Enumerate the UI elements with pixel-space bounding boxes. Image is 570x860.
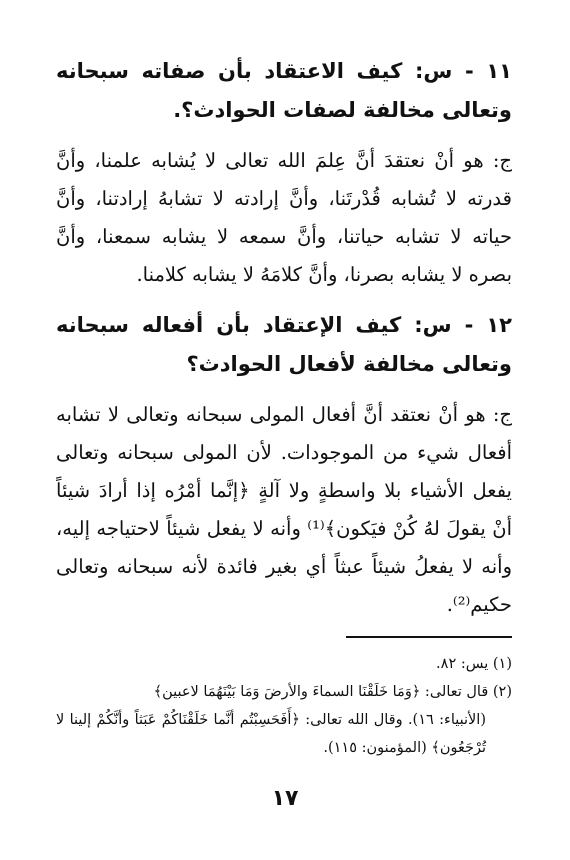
answer-11: ج: هو أنْ نعتقدَ أنَّ عِلمَ الله تعالى لا يُشابه علمنا، وأنَّ قدرته لا تُشابه قُدْرتَنا، وأنَّ إرادته لا تشابهُ إرادتنا، وأنَّ حياته لا تشابه حياتنا، وأنَّ سمعه لا يشابه سمعنا، وأنَّ بصره لا يشابه بصرنا، وأنَّ كلامَهُ لا يشابه كلامنا. — [56, 149, 512, 286]
footnote-2-line-2: (الأنبياء: ١٦). وقال الله تعالى: ﴿أَفَحَسِبْتُم أنَّما خَلَقْنَاكُمْ عَبَثاً وأنَّكُمْ إلينا لا تُرْجَعُون﴾ (المؤمنون: ١١٥). — [56, 712, 486, 756]
footnotes — [56, 650, 512, 762]
footnote-1: (١) يس: ٨٢. — [436, 656, 512, 672]
answer-12: ج: هو أنْ نعتقد أنَّ أفعال المولى سبحانه وتعالى لا تشابه أفعال شيء من الموجودات. لأن المولى سبحانه وتعالى يفعل الأشياء بلا واسطةٍ ولا آلةٍ ﴿إنَّما أمْرُه إذا أرادَ شيئاً أنْ يقولَ لهُ كُنْ فيَكون﴾⁽¹⁾ وأنه لا يفعل شيئاً لاحتياجه إليه، وأنه لا يفعلُ شيئاً عبثاً أي بغير فائدة لأنه سبحانه وتعالى حكيم⁽²⁾. — [56, 403, 512, 616]
footnote-2-line-1: (٢) قال تعالى: ﴿وَمَا خَلَقْنَا السماءَ والأرضَ وَمَا بَيْنَهُمَا لاعبين﴾ — [153, 684, 512, 700]
page-number: ١٧ — [271, 786, 299, 811]
footnote-divider — [346, 636, 512, 638]
question-12: ١٢ - س: كيف الإعتقاد بأن أفعاله سبحانه وتعالى مخالفة لأفعال الحوادث؟ — [56, 313, 512, 376]
question-11: ١١ - س: كيف الاعتقاد بأن صفاته سبحانه وتعالى مخالفة لصفات الحوادث؟. — [56, 59, 512, 122]
